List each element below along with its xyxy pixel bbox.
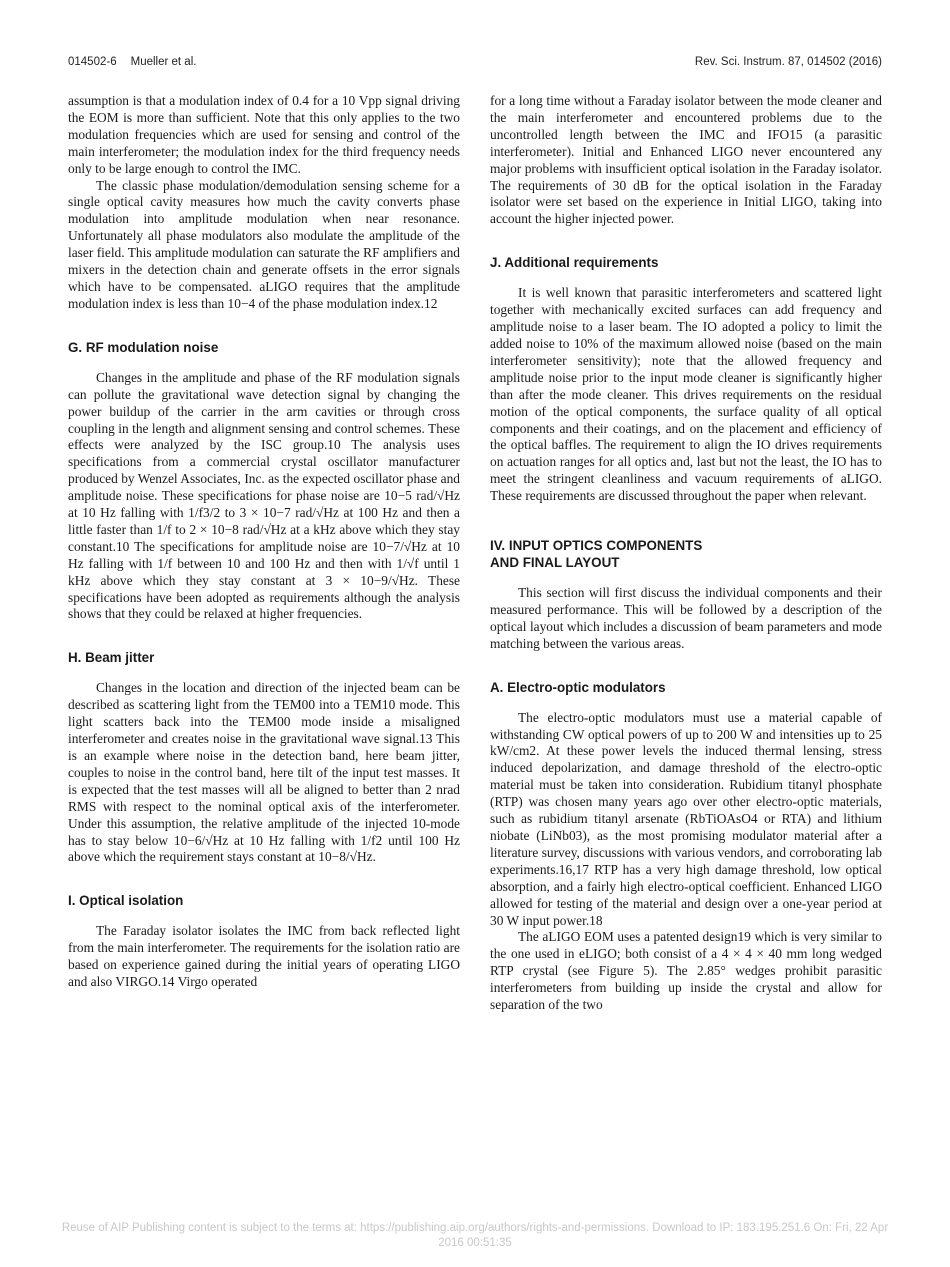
footer-line-1: Reuse of AIP Publishing content is subject to the terms at: https://publishing.aip.org/authors/rights-and-permissions. Download to IP: 183.195.251.6 On: Fri, 22 Apr [61,1222,889,1234]
heading-section-iv-line1: IV. INPUT OPTICS COMPONENTS [490,538,703,554]
heading-rf-modulation-noise: G. RF modulation noise [68,339,219,355]
paragraph-continued: assumption is that a modulation index of 0.4 for a 10 Vpp signal driving the EOM is more than sufficient. Note that this only applies to the two modulation frequencies which are used for sensing and control of the main interferometer; the modulation index for the third frequency needs only to be large enough to control the IMC. [68,93,460,176]
paragraph-eom-design: The aLIGO EOM uses a patented design19 which is very similar to the one used in eLIGO; both consist of a 4 × 4 × 40 mm long wedged RTP crystal (see Figure 5). The 2.85° wedges prohibit parasitic interferometers from building up inside the crystal and allow for separation of the two [490,929,882,1013]
header-left [68,56,196,68]
heading-section-iv-line2: AND FINAL LAYOUT [490,555,620,571]
footer-line-2: 2016 00:51:35 [438,1237,512,1249]
heading-section-iv [490,537,882,571]
paragraph-optical-isolation: The Faraday isolator isolates the IMC from back reflected light from the main interferometer. The requirements for the isolation ratio are based on experience gained during the initial years of operating LIGO and also VIRGO.14 Virgo operated [68,923,460,990]
heading-additional-requirements: J. Additional requirements [490,255,659,271]
paragraph-beam-jitter: Changes in the location and direction of the injected beam can be described as scattering light from the TEM00 into a TEM10 mode. This light scatters back into the TEM00 mode inside a misaligned interferometer and creates noise in the gravitational wave signal.13 This is an example where noise in the detection band, here beam jitter, couples to noise in the control band, here tilt of the input test masses. It is expected that the test masses will all be aligned to better than 2 nrad RMS with respect to the nominal optical axis of the interferometer. Under this assumption, the relative amplitude of the injected 10-mode has to stay below 10−6/√Hz at 10 Hz falling with 1/f2 until 100 Hz above which the requirement stays constant at 10−8/√Hz. [68,680,460,865]
page-id: 014502-6 [68,56,117,68]
paragraph-additional-requirements: It is well known that parasitic interferometers and scattered light together with mechanically excited surfaces can add frequency and amplitude noise to a laser beam. The IO adopted a policy to limit the added noise to 10% of the maximum allowed noise (based on the main interferometer sensitivity); note that the allowed frequency and amplitude noise prior to the input mode cleaner is significantly higher than after the mode cleaner. This drives requirements on the residual motion of the optical components, the surface quality of all optical components and their coatings, and on the placement and efficiency of the optical baffles. The requirement to align the IO drives requirements on actuation ranges for all optics and, last but not the least, the IO has to meet the stringent cleanliness and vacuum requirements of aLIGO. These requirements are discussed throughout the paper when relevant. [490,285,882,504]
journal-citation: Rev. Sci. Instrum. 87, 014502 (2016) [694,56,882,68]
paragraph-am-index: The classic phase modulation/demodulation sensing scheme for a single optical cavity measures how much the cavity converts phase modulation into amplitude modulation when near resonance. Unfortunately all phase modulators also modulate the amplitude of the laser field. This amplitude modulation can saturate the RF amplifiers and mixers in the detection chain and generate offsets in the error signals which have to be compensated. aLIGO requires that the amplitude modulation index is less than 10−4 of the phase modulation index.12 [68,177,460,311]
running-header [68,56,882,72]
heading-electro-optic-modulators: A. Electro-optic modulators [490,679,666,695]
heading-beam-jitter: H. Beam jitter [68,650,155,666]
download-footer [0,1221,950,1251]
paragraph-eom-material: The electro-optic modulators must use a material capable of withstanding CW optical powers of up to 200 W and intensities up to 25 kW/cm2. At these power levels the induced thermal lensing, stress induced depolarization, and damage threshold of the electro-optic material must be taken into consideration. Rubidium titanyl phosphate (RTP) was chosen many years ago over other electro-optic materials, such as rubidium titanyl arsenate (RbTiOAsO4 or RTA) and lithium niobate (LiNb03), as the most promising modulator material after a literature survey, discussions with various vendors, and corroborating lab experiments.16,17 RTP has a very high damage threshold, low optical absorption, and a fairly high electro-optical coefficient. Enhanced LIGO allowed for testing of the material and design over a one-year period at 30 W input power.18 [490,709,882,928]
paragraph-rf-noise: Changes in the amplitude and phase of the RF modulation signals can pollute the gravitational wave detection signal by changing the power buildup of the carrier in the arm cavities or through cross coupling in the length and alignment sensing and control schemes. These effects were analyzed by the ISC group.10 The analysis uses specifications from a commercial crystal oscillator manufacturer produced by Wenzel Associates, Inc. as the expected oscillator phase and amplitude noise. These specifications for phase noise are 10−5 rad/√Hz at 10 Hz falling with 1/f3/2 to 3 × 10−7 rad/√Hz at 100 Hz and then a little faster than 1/f to 2 × 10−8 rad/√Hz at a kHz above which they stay constant.10 The specifications for amplitude noise are 10−7/√Hz at 10 Hz falling with 1/f between 10 and 100 Hz and then with 1/√f until 1 kHz above which they stay constant at 3 × 10−9/√Hz. These specifications have been adopted as requirements although the analysis shows that they could be relaxed at higher frequencies. [68,369,460,622]
paragraph-continued-right: for a long time without a Faraday isolator between the mode cleaner and the main interferometer and encountered problems due to the uncontrolled length between the IMC and IFO15 (a parasitic interferometer). Initial and Enhanced LIGO never encountered any major problems with insufficient optical isolation in the Faraday isolator. The requirements of 30 dB for the optical isolation in the Faraday isolator were set based on the experience in Initial LIGO, taking into account the higher injected power. [490,93,882,227]
heading-optical-isolation: I. Optical isolation [68,893,184,909]
header-authors: Mueller et al. [130,56,197,68]
right-column [490,93,882,1014]
paragraph-section-intro: This section will first discuss the individual components and their measured performance. This will be followed by a description of the optical layout which includes a discussion of beam parameters and mode matching between the various areas. [490,585,882,651]
left-column [68,93,460,991]
